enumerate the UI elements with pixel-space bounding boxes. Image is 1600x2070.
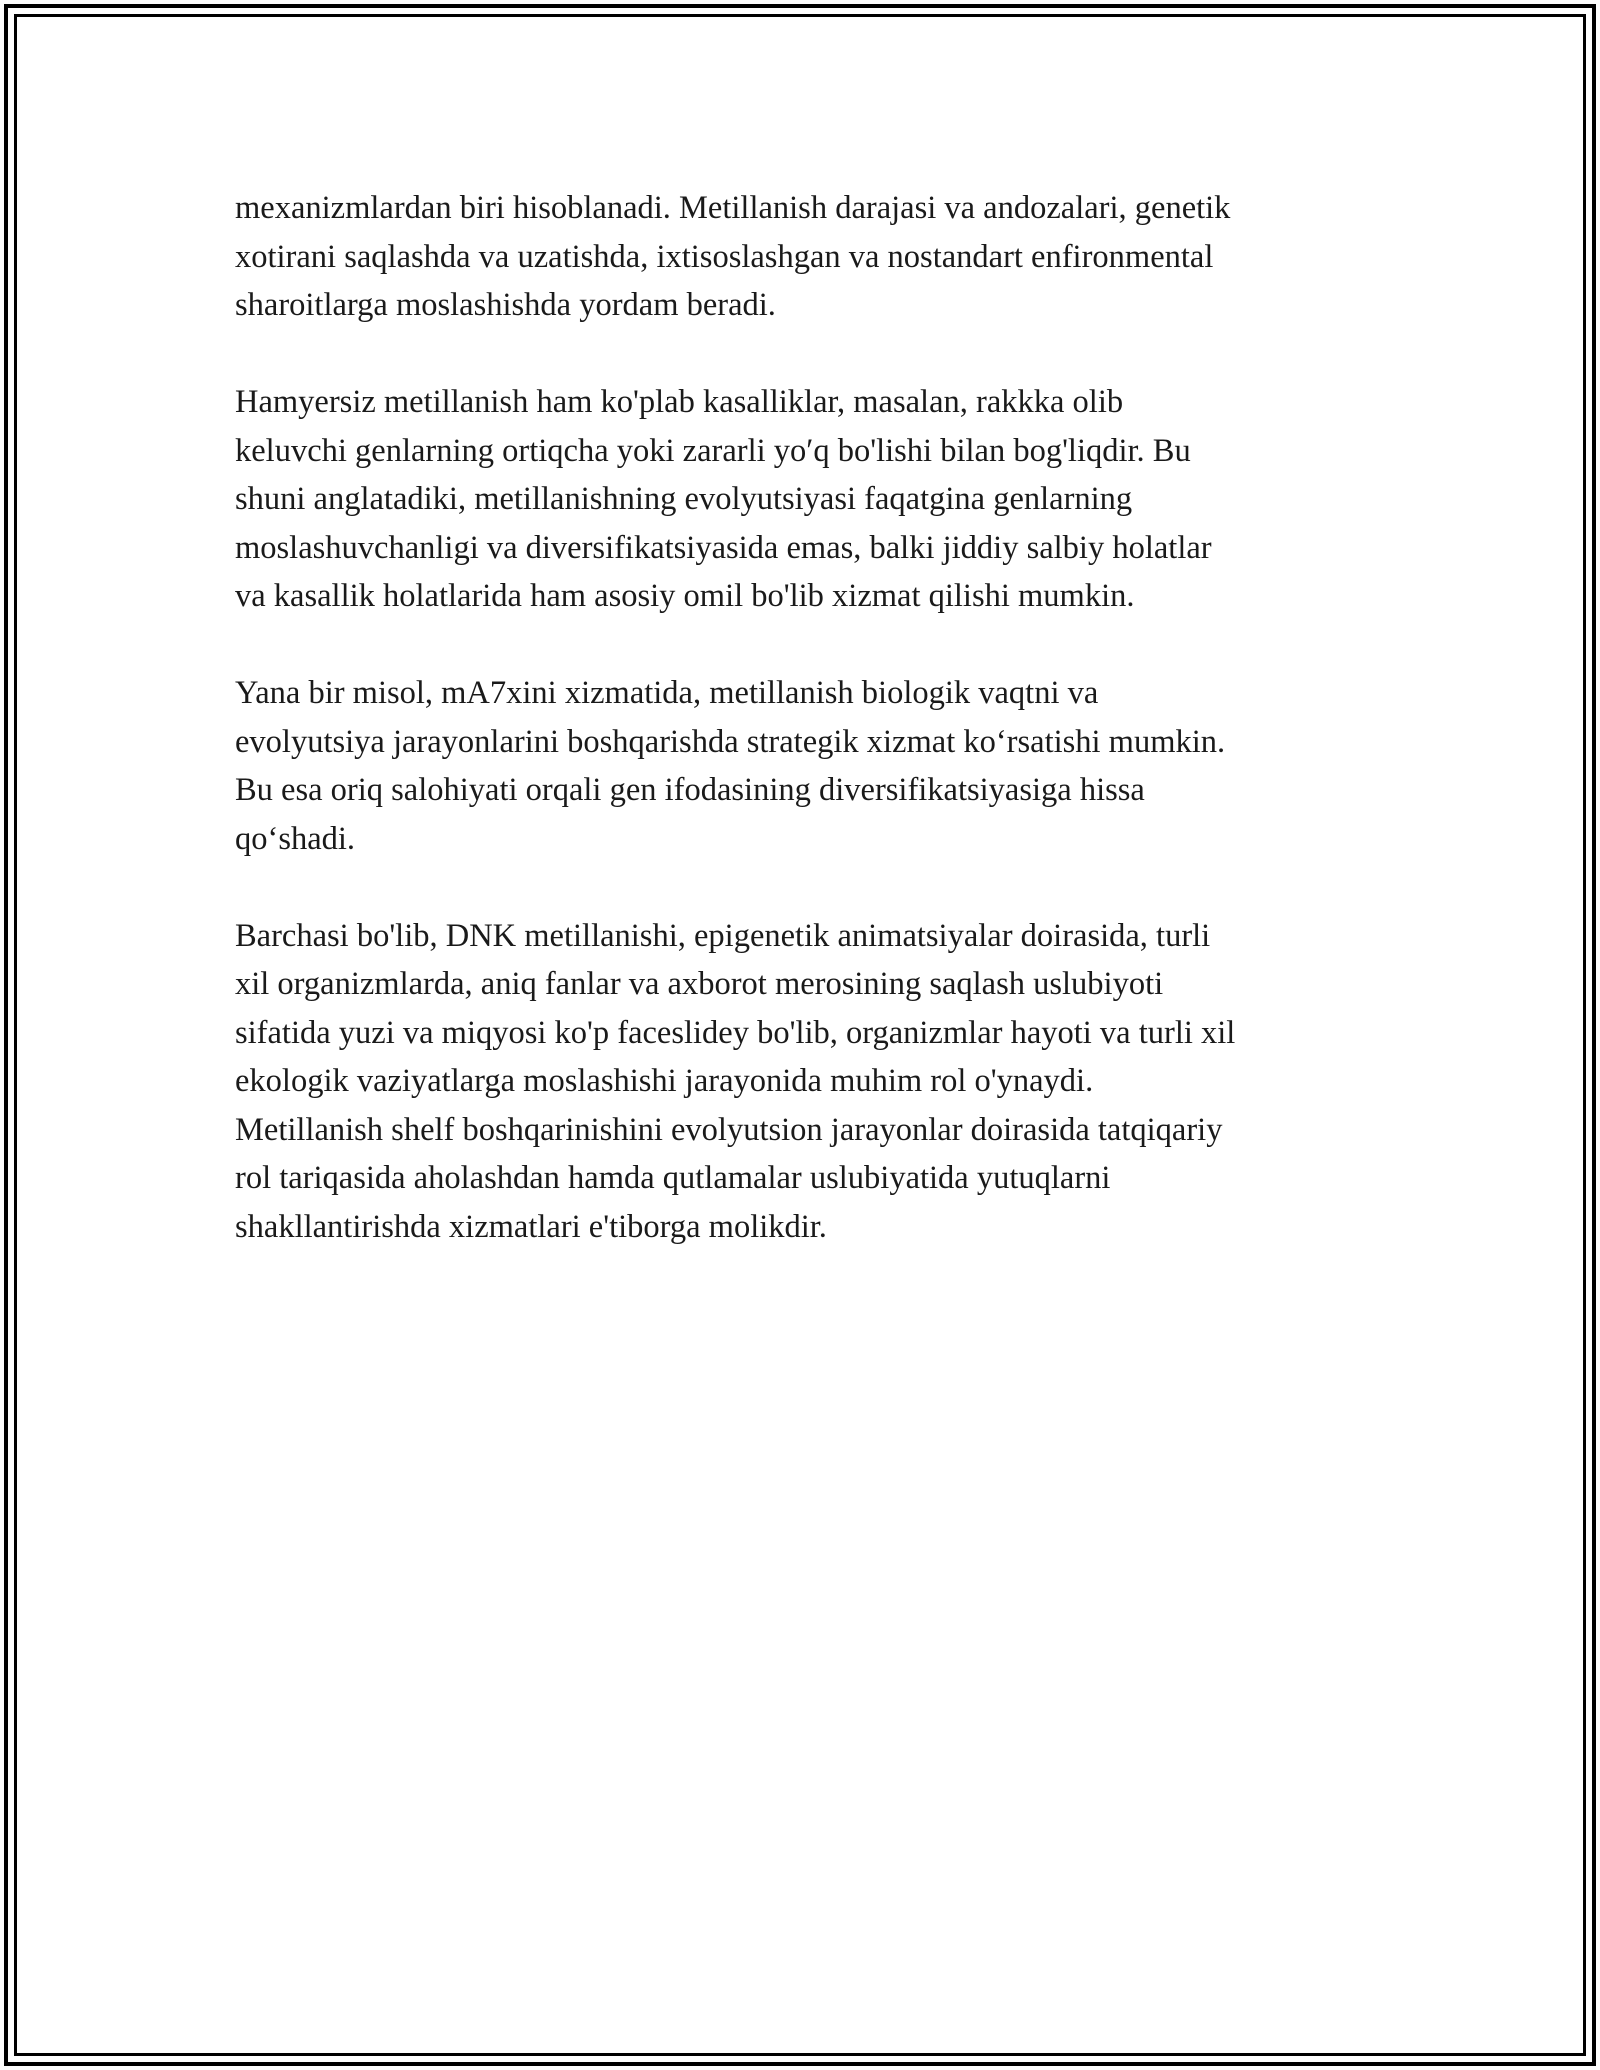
paragraph-3: Yana bir misol, mA7xini xizmatida, metillanish biologik vaqtni va evolyutsiya jarayonlarini boshqarishda strategik xizmat ko‘rsatishi mumkin. Bu esa oriq salohiyati orqali gen ifodasining diversifikatsiyasiga hissa qo‘shadi. [235, 675, 1226, 857]
document-body [235, 184, 1385, 1300]
paragraph-4: Barchasi bo'lib, DNK metillanishi, epigenetik animatsiyalar doirasida, turli xil organizmlarda, aniq fanlar va axborot merosining saqlash uslubiyoti sifatida yuzi va miqyosi ko'p faceslidey bo'lib, organizmlar hayoti va turli xil ekologik vaziyatlarga moslashishi jarayonida muhim rol o'ynaydi. Metillanish shelf boshqarinishini evolyutsion jarayonlar doirasida tatqiqariy rol tariqasida aholashdan hamda qutlamalar uslubiyatida yutuqlarni shakllantirishda xizmatlari e'tiborga molikdir. [235, 917, 1236, 1245]
paragraph-1: mexanizmlardan biri hisoblanadi. Metillanish darajasi va andozalari, genetik xotirani saqlashda va uzatishda, ixtisoslashgan va nostandart enfironmental sharoitlarga moslashishda yordam beradi. [235, 190, 1231, 323]
paragraph-2: Hamyersiz metillanish ham ko'plab kasalliklar, masalan, rakkka olib keluvchi genlarning ortiqcha yoki zararli yo′q bo'lishi bilan bog'liqdir. Bu shuni anglatadiki, metillanishning evolyutsiyasi faqatgina genlarning moslashuvchanligi va diversifikatsiyasida emas, balki jiddiy salbiy holatlar va kasallik holatlarida ham asosiy omil bo'lib xizmat qilishi mumkin. [235, 384, 1212, 614]
